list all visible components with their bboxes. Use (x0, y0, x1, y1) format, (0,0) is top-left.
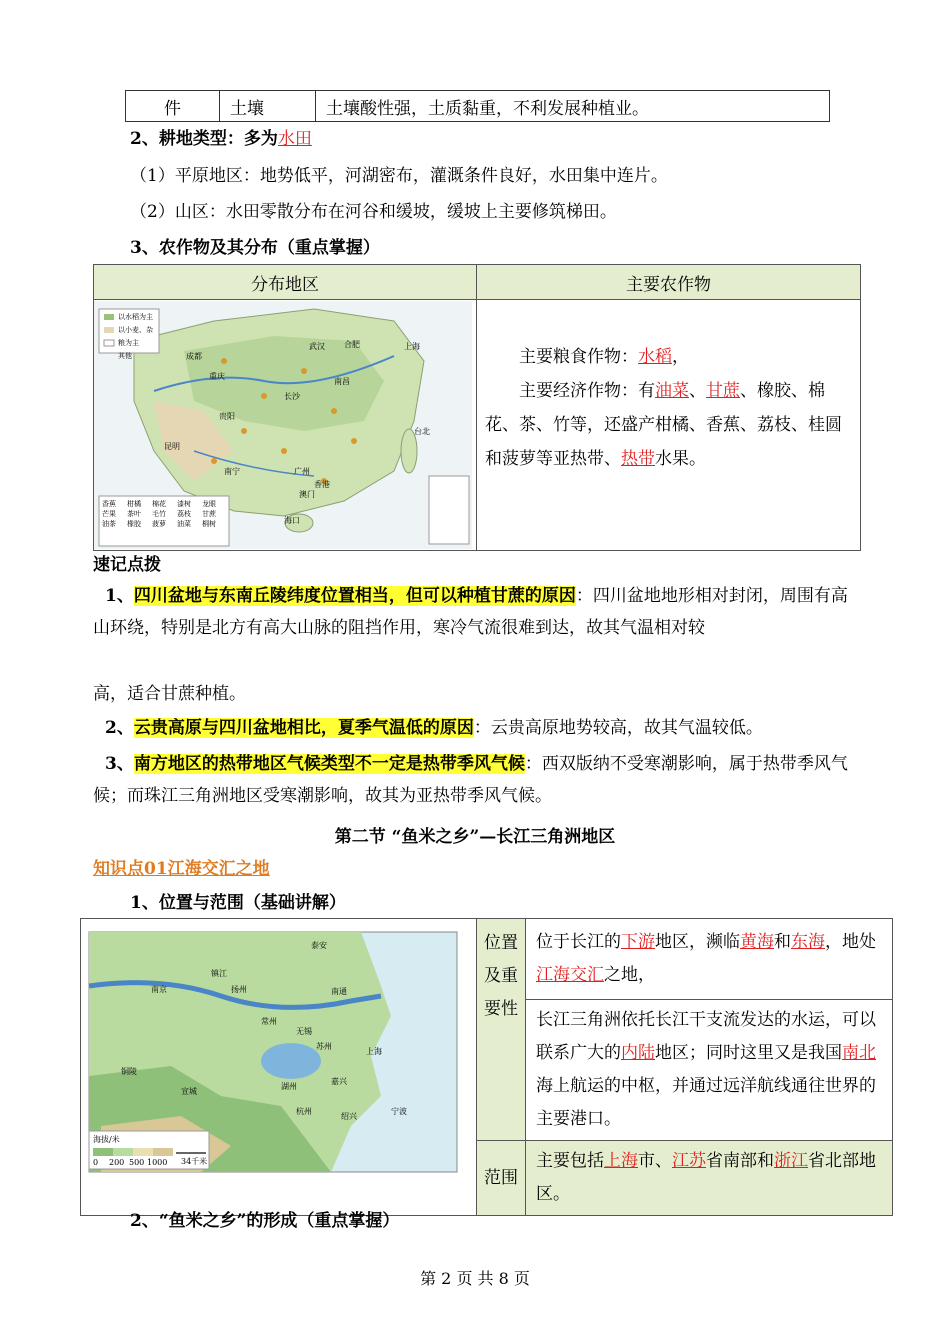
fishrice-heading: 2、“鱼米之乡”的形成（重点掌握） (130, 1211, 400, 1231)
location-label-scope: 范围 (477, 1141, 526, 1216)
city-label: 重庆 (209, 372, 225, 381)
crop-legend-item: 桐树 (202, 520, 216, 528)
location-row-2: 长江三角洲依托长江干支流发达的水运，可以联系广大的内陆地区；同时这里又是我国南北海上航运的中枢，并通过远洋航线通往世界的主要港口。 (526, 1000, 893, 1141)
tip-1-tail: 高，适合甘蔗种植。 (93, 684, 246, 704)
delta-map-scale: 34千米 (181, 1157, 208, 1166)
soil-table (125, 90, 830, 122)
key-huanghai: 黄海 (740, 932, 774, 952)
tip-3-highlight: 南方地区的热带地区气候类型不一定是热带季风气候 (133, 754, 525, 774)
city-label: 长沙 (284, 392, 300, 401)
soil-table-cell-1: 件 (126, 91, 220, 122)
city-label: 南通 (331, 987, 347, 996)
crop-legend-item: 油菜 (177, 520, 191, 528)
tip-3: 3、南方地区的热带地区气候类型不一定是热带季风气候：西双版纳不受寒潮影响，属于热带季风气候；而珠江三角洲地区受寒潮影响，故其为亚热带季风气候。 (93, 754, 848, 806)
city-label: 南昌 (334, 377, 350, 386)
crops-col-crops: 主要农作物 (477, 265, 861, 300)
south-china-crop-map (94, 301, 472, 549)
econ-key-1: 油菜 (655, 381, 689, 401)
crops-map-cell (94, 300, 477, 551)
delta-map-legend-title: 海拔/米 (93, 1135, 120, 1144)
grain-key: 水稻 (638, 347, 672, 367)
crop-legend-item: 橡胶 (127, 520, 141, 528)
key-jianghai: 江海交汇 (536, 965, 604, 985)
crop-legend-item: 芒果 (102, 510, 116, 518)
farmland-item-2: （2）山区：水田零散分布在河谷和缓坡，缓坡上主要修筑梯田。 (130, 202, 617, 222)
crop-legend-item: 油茶 (102, 520, 116, 528)
key-donghai: 东海 (791, 932, 825, 952)
legend-tick: 1000 (147, 1158, 168, 1167)
tip-2: 2、云贵高原与四川盆地相比，夏季气温低的原因：云贵高原地势较高，故其气温较低。 (105, 718, 763, 738)
crops-table (93, 264, 861, 551)
soil-table-cell-3: 土壤酸性强，土质黏重，不利发展种植业。 (316, 91, 830, 122)
crop-legend-item: 棉花 (152, 500, 166, 508)
econ-line: 主要经济作物：有油菜、甘蔗、橡胶、棉花、茶、竹等，还盛产柑橘、香蕉、荔枝、桂圆和菠萝等亚热带、热带水果。 (485, 381, 842, 469)
crops-text (485, 300, 852, 476)
city-label: 南京 (151, 985, 167, 994)
city-label: 绍兴 (341, 1112, 357, 1121)
city-label: 泰安 (311, 941, 327, 950)
key-shanghai: 上海 (604, 1151, 638, 1171)
city-label: 广州 (294, 467, 310, 476)
crop-map-crop-legend (102, 499, 228, 529)
crop-legend-item: 龙眼 (202, 500, 216, 508)
city-label: 昆明 (164, 442, 180, 451)
soil-table-cell-2: 土壤 (220, 91, 316, 122)
location-row-1: 位于长江的下游地区，濒临黄海和东海，地处江海交汇之地， (526, 919, 893, 1000)
key-jiangsu: 江苏 (672, 1151, 706, 1171)
key-zhejiang: 浙江 (774, 1151, 808, 1171)
farmland-key: 水田 (277, 129, 312, 149)
city-label: 常州 (261, 1017, 277, 1026)
crops-heading: 3、农作物及其分布（重点掌握） (130, 238, 380, 258)
city-label: 湖州 (281, 1082, 297, 1091)
location-heading: 1、位置与范围（基础讲解） (130, 893, 346, 913)
tip-2-highlight: 云贵高原与四川盆地相比，夏季气温低的原因 (133, 718, 474, 738)
city-label: 台北 (414, 427, 430, 436)
farmland-heading: 2、耕地类型：多为水田 (130, 129, 312, 149)
crops-text-cell (477, 300, 861, 551)
city-label: 扬州 (231, 985, 247, 994)
crops-col-region: 分布地区 (94, 265, 477, 300)
area-legend-item: 其他 (118, 352, 132, 360)
econ-key-2: 甘蔗 (706, 381, 740, 401)
city-label: 海口 (284, 516, 300, 525)
city-label: 铜陵 (121, 1067, 137, 1076)
city-label: 上海 (404, 342, 420, 351)
city-label: 武汉 (309, 342, 325, 351)
tip-1: 1、四川盆地与东南丘陵纬度位置相当，但可以种植甘蔗的原因：四川盆地地形相对封闭，周围有高山环绕，特别是北方有高大山脉的阻挡作用，寒冷气流很难到达，故其气温相对较 (93, 586, 848, 638)
city-label: 上海 (366, 1047, 382, 1056)
area-legend-item: 以小麦、杂粮为主 (118, 326, 153, 347)
location-label-importance: 位置及重要性 (477, 919, 526, 1141)
tips-title: 速记点拨 (93, 555, 161, 575)
location-row-3: 主要包括上海市、江苏省南部和浙江省北部地区。 (526, 1141, 893, 1216)
crop-legend-item: 漆树 (177, 500, 191, 508)
city-label: 苏州 (316, 1042, 332, 1051)
city-label: 嘉兴 (331, 1077, 347, 1086)
city-label: 合肥 (344, 340, 360, 349)
city-label: 南宁 (224, 467, 240, 476)
econ-key-3: 热带 (621, 449, 655, 469)
legend-tick: 0 (93, 1158, 99, 1167)
farmland-item-1: （1）平原地区：地势低平，河湖密布，灌溉条件良好，水田集中连片。 (130, 166, 668, 186)
city-label: 澳门 (299, 490, 315, 499)
city-label: 香港 (314, 480, 330, 489)
city-label: 贵阳 (219, 412, 235, 421)
crop-legend-item: 甘蔗 (202, 510, 216, 518)
crop-legend-item: 香蕉 (102, 500, 116, 508)
city-label: 杭州 (296, 1107, 312, 1116)
yangtze-delta-map (81, 926, 476, 1208)
key-xiayou: 下游 (621, 932, 655, 952)
key-nanbei: 南北 (842, 1043, 876, 1063)
area-legend-item: 以水稻为主 (118, 313, 153, 321)
legend-tick: 500 (129, 1158, 145, 1167)
crop-legend-item: 柑橘 (127, 500, 141, 508)
page-footer: 第 2 页 共 8 页 (420, 1269, 530, 1288)
city-label: 宁波 (391, 1107, 407, 1116)
location-map-cell (81, 919, 477, 1216)
city-label: 宣城 (181, 1087, 197, 1096)
legend-tick: 200 (109, 1158, 125, 1167)
grain-line: 主要粮食作物：水稻， (519, 347, 689, 367)
crop-legend-item: 菠萝 (152, 520, 166, 528)
section-title: 第二节 “鱼米之乡”—长江三角洲地区 (334, 827, 616, 847)
city-label: 镇江 (211, 969, 227, 978)
crop-legend-item: 茶叶 (127, 510, 141, 518)
delta-map-cities (81, 926, 476, 1208)
crop-legend-item: 毛竹 (152, 510, 166, 518)
tip-1-highlight: 四川盆地与东南丘陵纬度位置相当，但可以种植甘蔗的原因 (133, 586, 576, 606)
city-label: 成都 (186, 352, 202, 361)
location-table (80, 918, 893, 1216)
knowledge-point-title: 知识点01江海交汇之地 (93, 859, 270, 879)
city-label: 无锡 (296, 1027, 312, 1036)
key-neilu: 内陆 (621, 1043, 655, 1063)
crop-legend-item: 荔枝 (177, 510, 191, 518)
